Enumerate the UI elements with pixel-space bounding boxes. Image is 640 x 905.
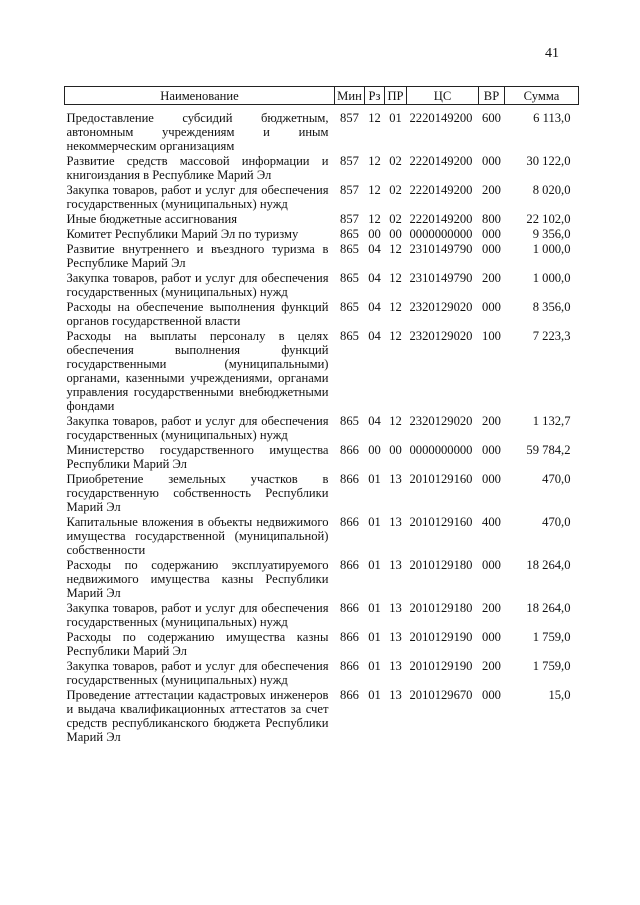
cell-pr: 12 xyxy=(389,271,402,285)
cell-sum: 1 000,0 xyxy=(532,242,571,256)
cell-rz: 01 xyxy=(368,688,381,702)
cell-cs: 2220149200 xyxy=(409,111,473,125)
cell-cs: 2320129020 xyxy=(409,329,473,343)
cell-rz: 01 xyxy=(368,630,381,644)
cell-cs: 2010129180 xyxy=(409,601,473,615)
cell-cs: 2010129160 xyxy=(409,515,473,529)
cell-cs: 2010129190 xyxy=(409,630,473,644)
cell-name: Развитие внутреннего и въездного туризма в Республике Марий Эл xyxy=(66,242,329,270)
table-header xyxy=(65,87,579,105)
cell-sum: 1 759,0 xyxy=(532,630,571,644)
cell-pr: 12 xyxy=(389,414,402,428)
cell-sum: 470,0 xyxy=(542,515,571,529)
cell-vr: 200 xyxy=(482,414,501,428)
cell-name: Министерство государственного имущества Республики Марий Эл xyxy=(66,443,329,471)
table-row xyxy=(65,659,579,688)
cell-sum: 470,0 xyxy=(542,472,571,486)
header-min: Мин xyxy=(335,87,365,105)
cell-rz: 00 xyxy=(368,443,381,457)
cell-vr: 200 xyxy=(482,659,501,673)
cell-pr: 02 xyxy=(389,183,402,197)
cell-name: Закупка товаров, работ и услуг для обеспечения государственных (муниципальных) нужд xyxy=(66,183,329,211)
cell-sum: 18 264,0 xyxy=(526,558,571,572)
header-row xyxy=(65,87,579,105)
cell-min: 866 xyxy=(340,472,359,486)
cell-min: 857 xyxy=(340,212,359,226)
cell-cs: 2220149200 xyxy=(409,212,473,226)
cell-cs: 2010129180 xyxy=(409,558,473,572)
header-rz: Рз xyxy=(365,87,385,105)
cell-vr: 200 xyxy=(482,601,501,615)
cell-rz: 00 xyxy=(368,227,381,241)
cell-sum: 1 132,7 xyxy=(532,414,571,428)
cell-rz: 04 xyxy=(368,242,381,256)
table-row xyxy=(65,154,579,183)
cell-sum: 1 759,0 xyxy=(532,659,571,673)
cell-name: Закупка товаров, работ и услуг для обеспечения государственных (муниципальных) нужд xyxy=(66,414,329,442)
cell-name: Закупка товаров, работ и услуг для обеспечения государственных (муниципальных) нужд xyxy=(66,659,329,687)
cell-cs: 2220149200 xyxy=(409,154,473,168)
cell-sum: 1 000,0 xyxy=(532,271,571,285)
table-row xyxy=(65,242,579,271)
cell-rz: 12 xyxy=(368,212,381,226)
table-row xyxy=(65,212,579,227)
cell-cs: 0000000000 xyxy=(409,227,473,241)
cell-sum: 22 102,0 xyxy=(526,212,571,226)
cell-min: 866 xyxy=(340,659,359,673)
cell-sum: 7 223,3 xyxy=(532,329,571,343)
table-row xyxy=(65,688,579,745)
cell-name: Расходы по содержанию имущества казны Республики Марий Эл xyxy=(66,630,329,658)
cell-min: 865 xyxy=(340,414,359,428)
cell-sum: 8 020,0 xyxy=(532,183,571,197)
cell-vr: 000 xyxy=(482,443,501,457)
cell-min: 857 xyxy=(340,183,359,197)
cell-sum: 18 264,0 xyxy=(526,601,571,615)
cell-name: Закупка товаров, работ и услуг для обеспечения государственных (муниципальных) нужд xyxy=(66,601,329,629)
cell-name: Расходы на обеспечение выполнения функций органов государственной власти xyxy=(66,300,329,328)
table-row xyxy=(65,601,579,630)
cell-vr: 000 xyxy=(482,227,501,241)
cell-min: 857 xyxy=(340,111,359,125)
cell-cs: 2320129020 xyxy=(409,414,473,428)
table-row xyxy=(65,515,579,558)
table-row xyxy=(65,472,579,515)
cell-pr: 13 xyxy=(389,515,402,529)
cell-name: Проведение аттестации кадастровых инженеров и выдача квалификационных аттестатов за счет средств республиканского бюджета Республики Марий Эл xyxy=(66,688,329,744)
cell-pr: 13 xyxy=(389,601,402,615)
cell-cs: 2010129670 xyxy=(409,688,473,702)
cell-name: Капитальные вложения в объекты недвижимого имущества государственной (муниципальной) собственности xyxy=(66,515,329,557)
cell-min: 865 xyxy=(340,271,359,285)
cell-pr: 12 xyxy=(389,329,402,343)
cell-sum: 30 122,0 xyxy=(526,154,571,168)
cell-min: 857 xyxy=(340,154,359,168)
cell-name: Закупка товаров, работ и услуг для обеспечения государственных (муниципальных) нужд xyxy=(66,271,329,299)
cell-pr: 02 xyxy=(389,212,402,226)
cell-sum: 15,0 xyxy=(548,688,571,702)
cell-pr: 13 xyxy=(389,688,402,702)
table-body xyxy=(65,105,579,746)
header-vr: ВР xyxy=(479,87,505,105)
cell-cs: 2010129160 xyxy=(409,472,473,486)
cell-vr: 200 xyxy=(482,271,501,285)
cell-vr: 000 xyxy=(482,300,501,314)
cell-rz: 01 xyxy=(368,472,381,486)
cell-vr: 200 xyxy=(482,183,501,197)
cell-min: 866 xyxy=(340,515,359,529)
header-cs: ЦС xyxy=(407,87,479,105)
cell-vr: 000 xyxy=(482,472,501,486)
cell-vr: 000 xyxy=(482,558,501,572)
cell-rz: 04 xyxy=(368,329,381,343)
table-row xyxy=(65,414,579,443)
cell-cs: 2320129020 xyxy=(409,300,473,314)
cell-vr: 000 xyxy=(482,242,501,256)
table-row xyxy=(65,105,579,155)
cell-sum: 59 784,2 xyxy=(526,443,571,457)
cell-cs: 2010129190 xyxy=(409,659,473,673)
table-row xyxy=(65,300,579,329)
cell-rz: 04 xyxy=(368,300,381,314)
cell-pr: 12 xyxy=(389,242,402,256)
header-pr: ПР xyxy=(385,87,407,105)
cell-min: 866 xyxy=(340,601,359,615)
cell-pr: 13 xyxy=(389,630,402,644)
cell-cs: 2310149790 xyxy=(409,242,473,256)
cell-min: 866 xyxy=(340,558,359,572)
cell-pr: 13 xyxy=(389,472,402,486)
cell-pr: 00 xyxy=(389,443,402,457)
cell-rz: 04 xyxy=(368,414,381,428)
header-sum: Сумма xyxy=(505,87,579,105)
table-row xyxy=(65,271,579,300)
cell-rz: 01 xyxy=(368,515,381,529)
cell-name: Развитие средств массовой информации и книгоиздания в Республике Марий Эл xyxy=(66,154,329,182)
cell-name: Комитет Республики Марий Эл по туризму xyxy=(66,227,299,241)
cell-rz: 12 xyxy=(368,154,381,168)
cell-vr: 000 xyxy=(482,154,501,168)
cell-min: 865 xyxy=(340,329,359,343)
cell-rz: 01 xyxy=(368,601,381,615)
page-number: 41 xyxy=(545,46,559,61)
table-row xyxy=(65,329,579,414)
cell-vr: 400 xyxy=(482,515,501,529)
budget-table xyxy=(64,86,579,745)
cell-vr: 800 xyxy=(482,212,501,226)
cell-sum: 6 113,0 xyxy=(533,111,571,125)
cell-min: 866 xyxy=(340,688,359,702)
cell-pr: 00 xyxy=(389,227,402,241)
cell-pr: 13 xyxy=(389,558,402,572)
cell-sum: 9 356,0 xyxy=(532,227,571,241)
cell-pr: 01 xyxy=(389,111,402,125)
cell-rz: 12 xyxy=(368,111,381,125)
cell-sum: 8 356,0 xyxy=(532,300,571,314)
header-name: Наименование xyxy=(65,87,335,105)
cell-cs: 2220149200 xyxy=(409,183,473,197)
table-row xyxy=(65,443,579,472)
cell-min: 865 xyxy=(340,227,359,241)
cell-vr: 100 xyxy=(482,329,501,343)
cell-min: 865 xyxy=(340,300,359,314)
cell-name: Расходы на выплаты персоналу в целях обеспечения выполнения функций государственными (муниципальными) органами, казенными учреждениями, органами управления государственными внебюджетными фондами xyxy=(66,329,329,413)
table-row xyxy=(65,183,579,212)
cell-cs: 2310149790 xyxy=(409,271,473,285)
cell-rz: 01 xyxy=(368,558,381,572)
cell-vr: 000 xyxy=(482,630,501,644)
table-row xyxy=(65,558,579,601)
cell-cs: 0000000000 xyxy=(409,443,473,457)
cell-pr: 13 xyxy=(389,659,402,673)
table-row xyxy=(65,630,579,659)
cell-rz: 12 xyxy=(368,183,381,197)
cell-name: Расходы по содержанию эксплуатируемого недвижимого имущества казны Республики Марий Эл xyxy=(66,558,329,600)
table-row xyxy=(65,227,579,242)
cell-pr: 12 xyxy=(389,300,402,314)
cell-vr: 000 xyxy=(482,688,501,702)
cell-pr: 02 xyxy=(389,154,402,168)
cell-name: Приобретение земельных участков в государственную собственность Республики Марий Эл xyxy=(66,472,329,514)
cell-rz: 01 xyxy=(368,659,381,673)
cell-vr: 600 xyxy=(482,111,501,125)
cell-min: 865 xyxy=(340,242,359,256)
cell-min: 866 xyxy=(340,443,359,457)
cell-min: 866 xyxy=(340,630,359,644)
cell-rz: 04 xyxy=(368,271,381,285)
cell-name: Предоставление субсидий бюджетным, автономным учреждениям и иным некоммерческим организациям xyxy=(66,111,329,153)
cell-name: Иные бюджетные ассигнования xyxy=(66,212,238,226)
